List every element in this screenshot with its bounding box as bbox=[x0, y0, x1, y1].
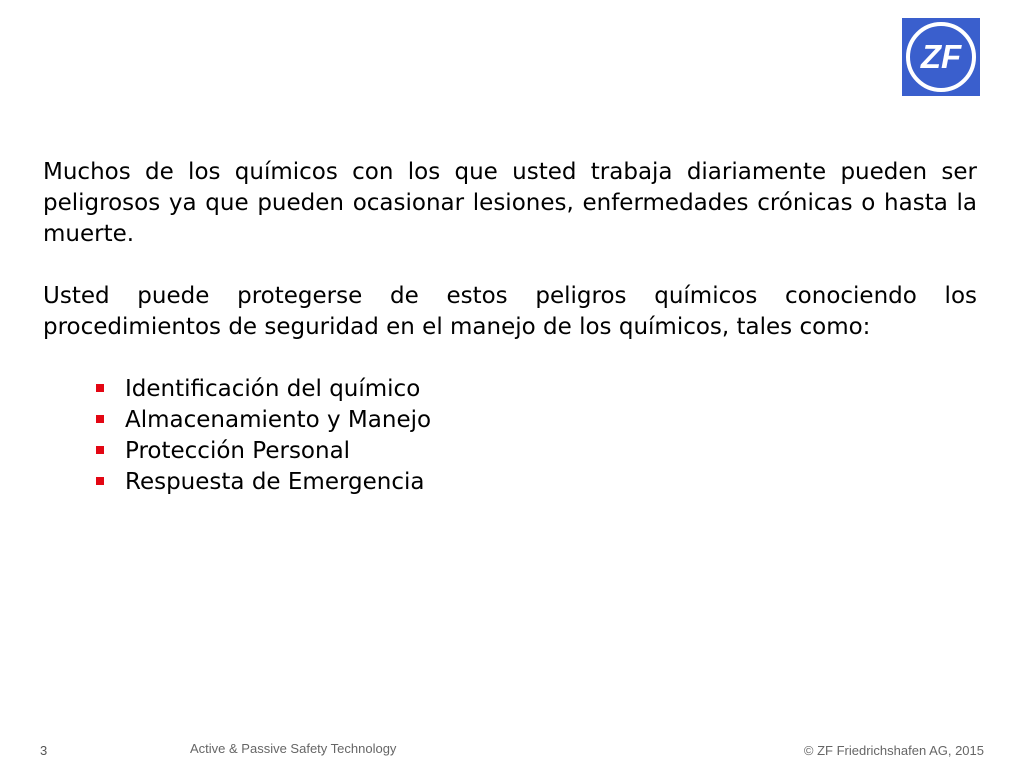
bullet-square-icon bbox=[96, 384, 104, 392]
list-item bbox=[96, 405, 977, 436]
bullet-square-icon bbox=[96, 477, 104, 485]
zf-logo-text: ZF bbox=[920, 38, 962, 75]
zf-logo-icon bbox=[902, 18, 980, 96]
bullet-square-icon bbox=[96, 415, 104, 423]
list-item bbox=[96, 467, 977, 498]
protection-paragraph: Usted puede protegerse de estos peligros químicos conociendo los procedimientos de seguridad en el manejo de los químicos, tales como: bbox=[43, 283, 977, 340]
procedures-list bbox=[43, 374, 977, 498]
list-item-label: Respuesta de Emergencia bbox=[125, 469, 425, 495]
intro-paragraph: Muchos de los químicos con los que usted trabaja diariamente pueden ser peligrosos ya que pueden ocasionar lesiones, enfermedades crónicas o hasta la muerte. bbox=[43, 159, 977, 247]
slide-content bbox=[43, 157, 977, 498]
bullet-square-icon bbox=[96, 446, 104, 454]
page-number: 3 bbox=[40, 743, 48, 758]
list-item-label: Identificación del químico bbox=[125, 376, 421, 402]
list-item-label: Almacenamiento y Manejo bbox=[125, 407, 432, 433]
copyright-notice: © ZF Friedrichshafen AG, 2015 bbox=[803, 743, 984, 758]
list-item bbox=[96, 374, 977, 405]
list-item-label: Protección Personal bbox=[125, 438, 351, 464]
zf-logo bbox=[902, 18, 980, 96]
list-item bbox=[96, 436, 977, 467]
footer-title: Active & Passive Safety Technology bbox=[190, 741, 397, 756]
